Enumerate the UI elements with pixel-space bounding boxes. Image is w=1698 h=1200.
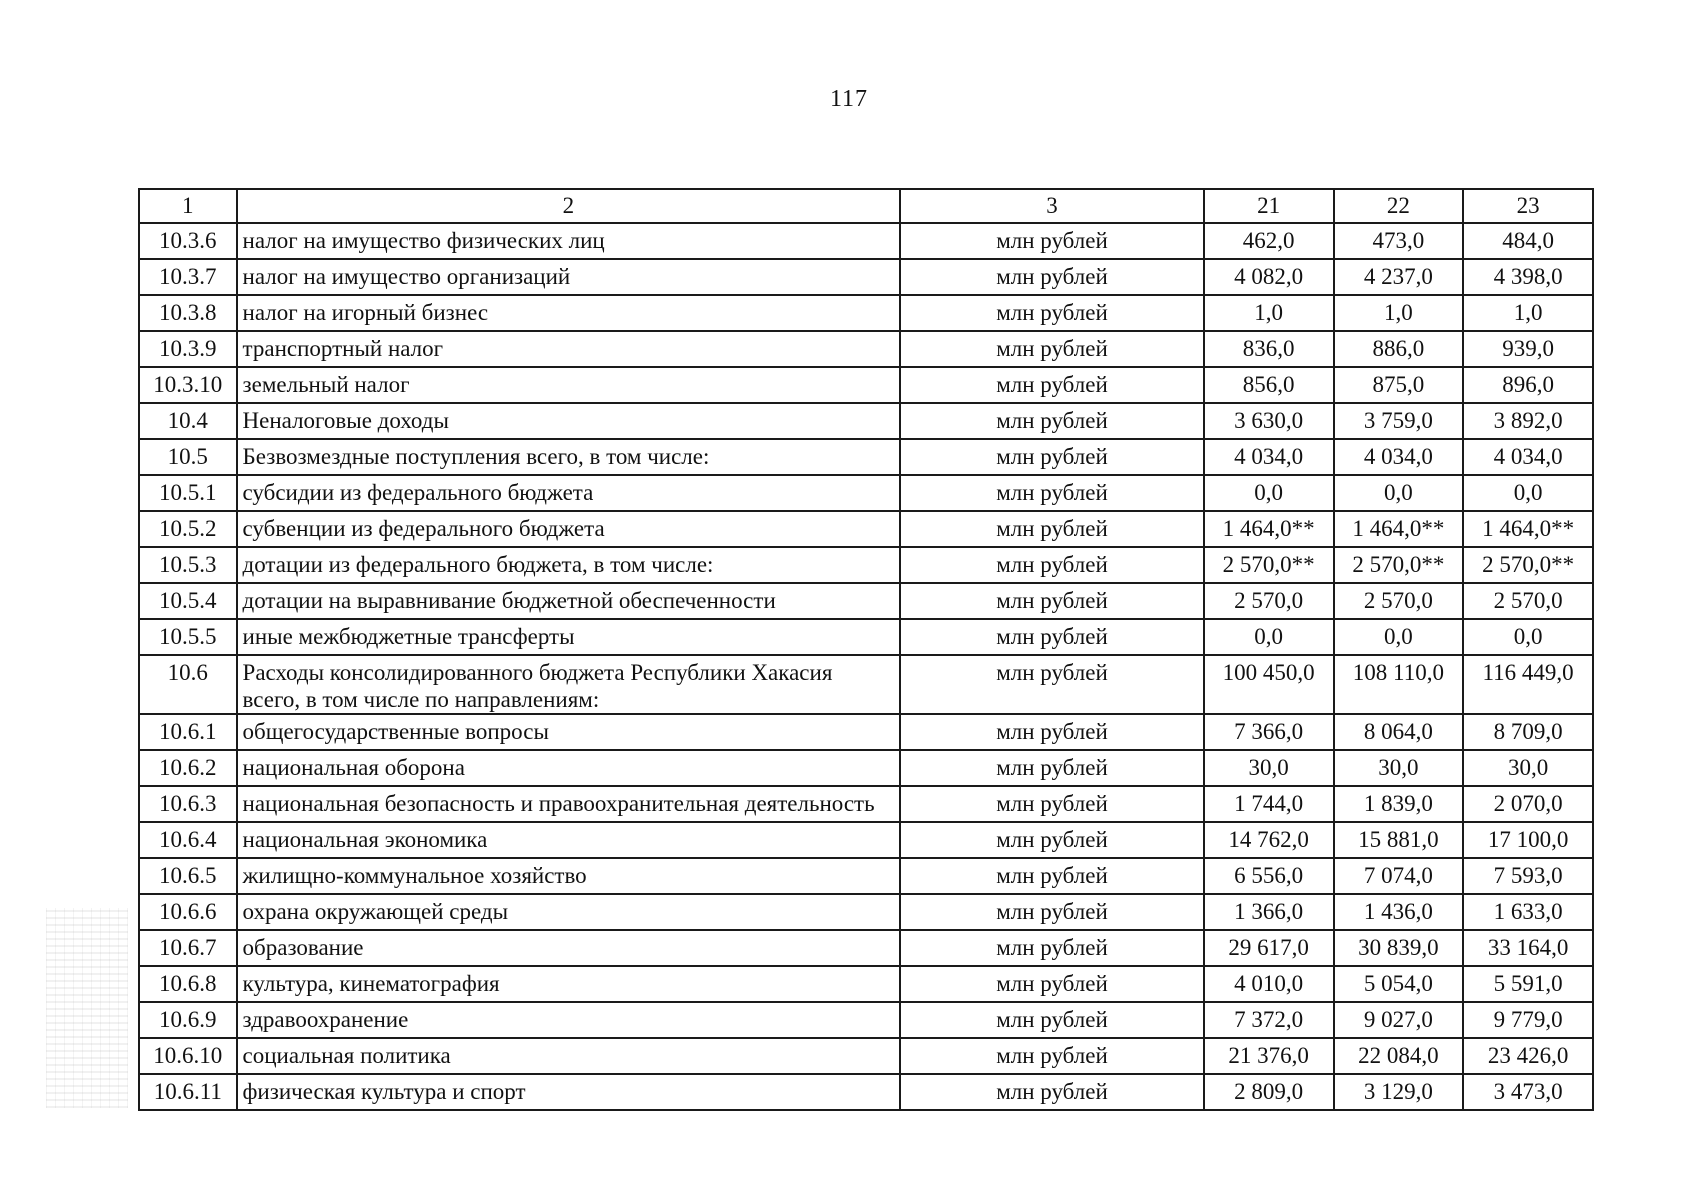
table-row <box>139 295 1593 331</box>
table-row <box>139 714 1593 750</box>
row-value-23-cell: 5 591,0 <box>1463 966 1593 1002</box>
row-value-21-cell: 1 464,0** <box>1204 511 1334 547</box>
row-value-23-cell: 17 100,0 <box>1463 822 1593 858</box>
row-value-21-cell: 14 762,0 <box>1204 822 1334 858</box>
row-value-23-cell: 30,0 <box>1463 750 1593 786</box>
row-name-cell: Неналоговые доходы <box>237 403 901 439</box>
row-value-23-cell: 7 593,0 <box>1463 858 1593 894</box>
row-name-cell: Безвозмездные поступления всего, в том числе: <box>237 439 901 475</box>
table-row <box>139 1002 1593 1038</box>
row-value-23-cell: 896,0 <box>1463 367 1593 403</box>
table-row <box>139 511 1593 547</box>
row-value-21-cell: 462,0 <box>1204 223 1334 259</box>
row-value-23-cell: 23 426,0 <box>1463 1038 1593 1074</box>
row-number-cell: 10.6.5 <box>139 858 237 894</box>
header-cell-number: 1 <box>139 189 237 223</box>
row-value-21-cell: 6 556,0 <box>1204 858 1334 894</box>
row-number-cell: 10.6.1 <box>139 714 237 750</box>
row-value-22-cell: 22 084,0 <box>1334 1038 1464 1074</box>
table-header-row <box>139 189 1593 223</box>
row-name-cell: национальная экономика <box>237 822 901 858</box>
row-name-cell: здравоохранение <box>237 1002 901 1038</box>
row-name-cell: охрана окружающей среды <box>237 894 901 930</box>
row-number-cell: 10.6 <box>139 655 237 714</box>
row-unit-cell: млн рублей <box>900 403 1204 439</box>
row-value-22-cell: 8 064,0 <box>1334 714 1464 750</box>
table-row <box>139 894 1593 930</box>
row-unit-cell: млн рублей <box>900 1038 1204 1074</box>
row-name-cell: национальная безопасность и правоохранительная деятельность <box>237 786 901 822</box>
row-value-23-cell: 4 398,0 <box>1463 259 1593 295</box>
row-value-22-cell: 2 570,0 <box>1334 583 1464 619</box>
table-row <box>139 619 1593 655</box>
row-value-23-cell: 3 473,0 <box>1463 1074 1593 1110</box>
row-unit-cell: млн рублей <box>900 511 1204 547</box>
row-unit-cell: млн рублей <box>900 259 1204 295</box>
row-value-21-cell: 856,0 <box>1204 367 1334 403</box>
row-value-23-cell: 939,0 <box>1463 331 1593 367</box>
row-unit-cell: млн рублей <box>900 547 1204 583</box>
row-number-cell: 10.5.4 <box>139 583 237 619</box>
table-row <box>139 547 1593 583</box>
table-row <box>139 1074 1593 1110</box>
row-value-22-cell: 875,0 <box>1334 367 1464 403</box>
row-value-23-cell: 8 709,0 <box>1463 714 1593 750</box>
table-row <box>139 858 1593 894</box>
row-unit-cell: млн рублей <box>900 367 1204 403</box>
row-number-cell: 10.3.10 <box>139 367 237 403</box>
row-value-21-cell: 2 570,0** <box>1204 547 1334 583</box>
row-value-22-cell: 473,0 <box>1334 223 1464 259</box>
row-name-cell: физическая культура и спорт <box>237 1074 901 1110</box>
row-value-22-cell: 30,0 <box>1334 750 1464 786</box>
table-row <box>139 259 1593 295</box>
row-name-cell: дотации на выравнивание бюджетной обеспеченности <box>237 583 901 619</box>
row-value-22-cell: 5 054,0 <box>1334 966 1464 1002</box>
table-body <box>139 223 1593 1110</box>
row-value-23-cell: 2 570,0** <box>1463 547 1593 583</box>
row-number-cell: 10.6.8 <box>139 966 237 1002</box>
row-value-23-cell: 116 449,0 <box>1463 655 1593 714</box>
header-cell-name: 2 <box>237 189 901 223</box>
row-number-cell: 10.6.7 <box>139 930 237 966</box>
header-cell-year-22: 22 <box>1334 189 1464 223</box>
row-name-cell: культура, кинематография <box>237 966 901 1002</box>
row-name-cell: Расходы консолидированного бюджета Республики Хакасия всего, в том числе по направлениям: <box>237 655 901 714</box>
row-unit-cell: млн рублей <box>900 714 1204 750</box>
row-name-cell: образование <box>237 930 901 966</box>
row-unit-cell: млн рублей <box>900 223 1204 259</box>
row-number-cell: 10.6.6 <box>139 894 237 930</box>
row-value-22-cell: 3 759,0 <box>1334 403 1464 439</box>
row-name-cell: земельный налог <box>237 367 901 403</box>
row-value-22-cell: 9 027,0 <box>1334 1002 1464 1038</box>
row-name-cell: национальная оборона <box>237 750 901 786</box>
row-value-23-cell: 1 464,0** <box>1463 511 1593 547</box>
row-unit-cell: млн рублей <box>900 1074 1204 1110</box>
header-cell-year-23: 23 <box>1463 189 1593 223</box>
row-value-23-cell: 4 034,0 <box>1463 439 1593 475</box>
row-number-cell: 10.5.3 <box>139 547 237 583</box>
row-value-21-cell: 1 366,0 <box>1204 894 1334 930</box>
table-row <box>139 223 1593 259</box>
row-unit-cell: млн рублей <box>900 439 1204 475</box>
row-number-cell: 10.6.9 <box>139 1002 237 1038</box>
row-value-22-cell: 3 129,0 <box>1334 1074 1464 1110</box>
row-unit-cell: млн рублей <box>900 858 1204 894</box>
row-value-21-cell: 4 010,0 <box>1204 966 1334 1002</box>
row-value-22-cell: 4 034,0 <box>1334 439 1464 475</box>
header-cell-year-21: 21 <box>1204 189 1334 223</box>
row-number-cell: 10.5.2 <box>139 511 237 547</box>
row-number-cell: 10.5 <box>139 439 237 475</box>
row-value-21-cell: 1,0 <box>1204 295 1334 331</box>
row-value-21-cell: 3 630,0 <box>1204 403 1334 439</box>
row-value-21-cell: 29 617,0 <box>1204 930 1334 966</box>
row-value-21-cell: 7 366,0 <box>1204 714 1334 750</box>
row-value-23-cell: 484,0 <box>1463 223 1593 259</box>
row-number-cell: 10.3.9 <box>139 331 237 367</box>
header-cell-unit: 3 <box>900 189 1204 223</box>
row-value-23-cell: 3 892,0 <box>1463 403 1593 439</box>
row-number-cell: 10.6.3 <box>139 786 237 822</box>
row-number-cell: 10.5.5 <box>139 619 237 655</box>
table-row <box>139 822 1593 858</box>
row-value-22-cell: 1 464,0** <box>1334 511 1464 547</box>
row-value-23-cell: 1,0 <box>1463 295 1593 331</box>
row-number-cell: 10.6.10 <box>139 1038 237 1074</box>
row-name-cell: дотации из федерального бюджета, в том числе: <box>237 547 901 583</box>
row-value-23-cell: 0,0 <box>1463 619 1593 655</box>
table-row <box>139 583 1593 619</box>
table-row <box>139 331 1593 367</box>
row-number-cell: 10.6.11 <box>139 1074 237 1110</box>
row-value-22-cell: 30 839,0 <box>1334 930 1464 966</box>
table-row <box>139 1038 1593 1074</box>
table-row <box>139 786 1593 822</box>
row-value-23-cell: 33 164,0 <box>1463 930 1593 966</box>
scan-artifact <box>46 908 128 1108</box>
row-value-22-cell: 1 436,0 <box>1334 894 1464 930</box>
table-row <box>139 930 1593 966</box>
row-unit-cell: млн рублей <box>900 822 1204 858</box>
row-unit-cell: млн рублей <box>900 619 1204 655</box>
row-value-23-cell: 0,0 <box>1463 475 1593 511</box>
row-value-21-cell: 836,0 <box>1204 331 1334 367</box>
row-value-22-cell: 108 110,0 <box>1334 655 1464 714</box>
row-unit-cell: млн рублей <box>900 786 1204 822</box>
row-value-21-cell: 100 450,0 <box>1204 655 1334 714</box>
row-unit-cell: млн рублей <box>900 966 1204 1002</box>
table-row <box>139 403 1593 439</box>
row-value-23-cell: 9 779,0 <box>1463 1002 1593 1038</box>
row-value-23-cell: 2 070,0 <box>1463 786 1593 822</box>
row-value-22-cell: 1,0 <box>1334 295 1464 331</box>
row-value-21-cell: 1 744,0 <box>1204 786 1334 822</box>
row-name-cell: транспортный налог <box>237 331 901 367</box>
row-number-cell: 10.6.2 <box>139 750 237 786</box>
row-value-22-cell: 0,0 <box>1334 475 1464 511</box>
row-number-cell: 10.3.7 <box>139 259 237 295</box>
row-name-cell: жилищно-коммунальное хозяйство <box>237 858 901 894</box>
row-unit-cell: млн рублей <box>900 655 1204 714</box>
row-value-22-cell: 0,0 <box>1334 619 1464 655</box>
row-number-cell: 10.4 <box>139 403 237 439</box>
row-unit-cell: млн рублей <box>900 331 1204 367</box>
row-value-22-cell: 4 237,0 <box>1334 259 1464 295</box>
row-value-21-cell: 0,0 <box>1204 475 1334 511</box>
row-name-cell: налог на имущество организаций <box>237 259 901 295</box>
row-value-21-cell: 2 570,0 <box>1204 583 1334 619</box>
row-name-cell: социальная политика <box>237 1038 901 1074</box>
row-value-21-cell: 4 082,0 <box>1204 259 1334 295</box>
row-name-cell: общегосударственные вопросы <box>237 714 901 750</box>
row-value-22-cell: 15 881,0 <box>1334 822 1464 858</box>
row-name-cell: иные межбюджетные трансферты <box>237 619 901 655</box>
table-row <box>139 475 1593 511</box>
table-row <box>139 750 1593 786</box>
table-row <box>139 655 1593 714</box>
row-value-23-cell: 2 570,0 <box>1463 583 1593 619</box>
row-unit-cell: млн рублей <box>900 1002 1204 1038</box>
table-row <box>139 439 1593 475</box>
row-unit-cell: млн рублей <box>900 894 1204 930</box>
page-number: 117 <box>829 86 869 112</box>
row-unit-cell: млн рублей <box>900 295 1204 331</box>
row-name-cell: налог на имущество физических лиц <box>237 223 901 259</box>
row-value-21-cell: 4 034,0 <box>1204 439 1334 475</box>
row-value-21-cell: 21 376,0 <box>1204 1038 1334 1074</box>
row-number-cell: 10.5.1 <box>139 475 237 511</box>
row-value-23-cell: 1 633,0 <box>1463 894 1593 930</box>
row-number-cell: 10.3.6 <box>139 223 237 259</box>
row-value-21-cell: 30,0 <box>1204 750 1334 786</box>
row-value-21-cell: 2 809,0 <box>1204 1074 1334 1110</box>
row-unit-cell: млн рублей <box>900 750 1204 786</box>
row-name-cell: субсидии из федерального бюджета <box>237 475 901 511</box>
row-value-22-cell: 2 570,0** <box>1334 547 1464 583</box>
row-name-cell: налог на игорный бизнес <box>237 295 901 331</box>
row-name-cell: субвенции из федерального бюджета <box>237 511 901 547</box>
indicators-table <box>138 188 1594 1111</box>
table-row <box>139 367 1593 403</box>
row-value-21-cell: 0,0 <box>1204 619 1334 655</box>
row-unit-cell: млн рублей <box>900 930 1204 966</box>
row-value-22-cell: 7 074,0 <box>1334 858 1464 894</box>
row-unit-cell: млн рублей <box>900 475 1204 511</box>
row-unit-cell: млн рублей <box>900 583 1204 619</box>
row-value-22-cell: 1 839,0 <box>1334 786 1464 822</box>
row-number-cell: 10.6.4 <box>139 822 237 858</box>
table-row <box>139 966 1593 1002</box>
row-number-cell: 10.3.8 <box>139 295 237 331</box>
row-value-22-cell: 886,0 <box>1334 331 1464 367</box>
row-value-21-cell: 7 372,0 <box>1204 1002 1334 1038</box>
